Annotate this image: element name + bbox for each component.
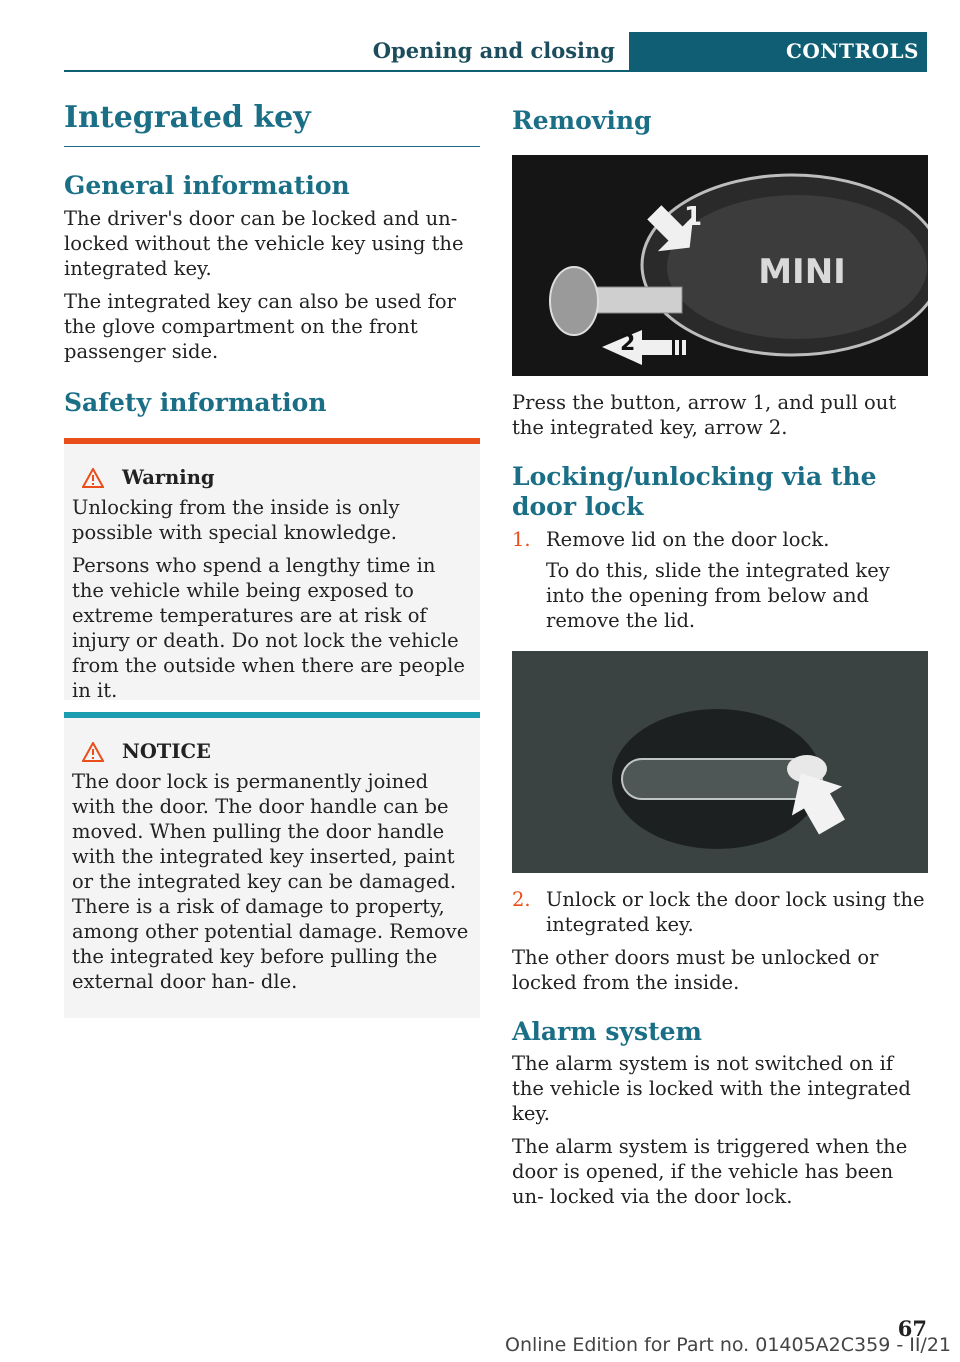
warning-title-row: [72, 466, 472, 489]
step-1-text: Remove lid on the door lock.: [546, 527, 830, 551]
page-number: 67: [897, 1316, 927, 1341]
alarm-paragraph-2: The alarm system is triggered when the door is opened, if the vehicle has been un‐ locked via the door lock.: [512, 1135, 908, 1208]
left-column: [64, 100, 480, 1018]
door-lock-illustration: [512, 651, 928, 873]
right-column: [512, 100, 928, 1209]
removing-heading: Removing: [512, 106, 652, 135]
door-lock-svg: [512, 651, 928, 873]
alarm-paragraph-1: The alarm system is not switched on if the vehicle is locked with the integrated key.: [512, 1052, 911, 1125]
notice-triangle-icon: [82, 742, 104, 762]
notice-title-row: [72, 740, 472, 763]
locking-heading: Locking/unlocking via the door lock: [512, 461, 877, 521]
general-paragraph-1: The driver's door can be locked and un‐ locked without the vehicle key using the integrated key.: [64, 206, 464, 280]
arrow-1-label: 1: [684, 201, 703, 232]
general-paragraph-2: The integrated key can also be used for the glove compartment on the front passenger side.: [64, 289, 456, 363]
step-1: [512, 527, 928, 552]
warning-triangle-icon: [82, 468, 104, 488]
header-chapter-tab: CONTROLS: [629, 32, 927, 70]
key-removal-svg: [512, 155, 928, 376]
notice-title: NOTICE: [122, 740, 211, 763]
warning-box: [64, 438, 480, 700]
safety-information-heading: Safety information: [64, 387, 327, 417]
step-1-subtext: To do this, slide the integrated key into the opening from below and remove the lid.: [546, 558, 890, 632]
warning-title: Warning: [122, 466, 215, 489]
notice-box: [64, 712, 480, 1018]
warning-paragraph-1: Unlocking from the inside is only possible with special knowledge.: [72, 496, 400, 544]
mini-brand-text: MINI: [758, 251, 846, 292]
key-removal-illustration: [512, 155, 928, 376]
step-2-text: Unlock or lock the door lock using the integrated key.: [546, 887, 925, 936]
general-information-heading: General information: [64, 171, 350, 200]
locking-steps-part1: [512, 527, 928, 633]
alarm-system-heading: Alarm system: [512, 1016, 703, 1046]
page-title: Integrated key: [64, 100, 480, 147]
warning-paragraph-2: Persons who spend a lengthy time in the vehicle while being exposed to extreme temperatures are at risk of injury or death. Do not lock the vehicle from the outside when there are people in it.: [72, 554, 465, 702]
arrow-2-label: 2: [620, 330, 636, 356]
notice-paragraph: The door lock is permanently joined with the door. The door handle can be moved. When pulling the door handle with the integrated key inserted, paint or the integrated key can be damaged. There is a risk of damage to property, among other potential damage. Remove the integrated key before pulling the external door han‐ dle.: [72, 770, 469, 993]
header-section-title: Opening and closing: [372, 38, 615, 63]
step-2-number: 2.: [512, 887, 531, 911]
removing-caption: Press the button, arrow 1, and pull out the integrated key, arrow 2.: [512, 390, 897, 439]
step-1-number: 1.: [512, 527, 531, 551]
other-doors-paragraph: The other doors must be unlocked or locked from the inside.: [512, 945, 879, 994]
step-2: [512, 887, 928, 937]
header-rule: [64, 70, 927, 72]
locking-steps-part2: [512, 887, 928, 937]
step-1-detail: [512, 558, 928, 633]
edition-note: Online Edition for Part no. 01405A2C359 - II/21: [505, 1334, 952, 1356]
